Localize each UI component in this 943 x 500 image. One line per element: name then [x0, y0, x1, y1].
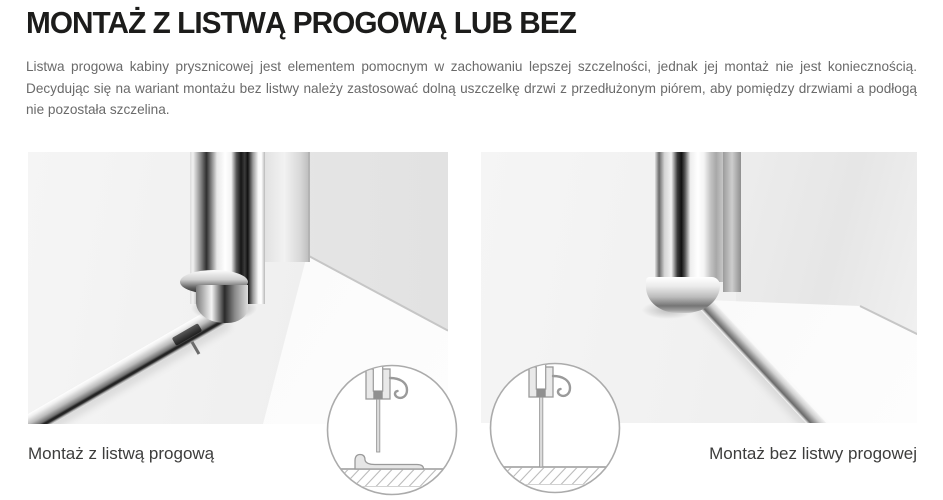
chrome-hinge-pillar	[655, 152, 723, 282]
glass-panel-edge	[265, 152, 310, 262]
page-title: MONTAŻ Z LISTWĄ PROGOWĄ LUB BEZ	[26, 5, 576, 40]
seal-cross-section-with-threshold-strip-icon	[325, 363, 459, 497]
caption-with-strip: Montaż z listwą progową	[28, 444, 215, 463]
seal-cross-section-without-threshold-strip-icon	[488, 361, 622, 495]
glass-clamp-profile	[723, 152, 741, 292]
caption-without-strip: Montaż bez listwy progowej	[709, 444, 917, 463]
intro-paragraph: Listwa progowa kabiny prysznicowej jest elementem pomocnym w zachowaniu lepszej szczelności, jednak jej montaż nie jest koniecznością. Decydując się na wariant montażu bez listwy należy zastosować dolną uszczelkę drzwi z przedłużonym piórem, aby pomiędzy drzwiami a podłogą nie pozostała szczelina.	[26, 59, 917, 117]
